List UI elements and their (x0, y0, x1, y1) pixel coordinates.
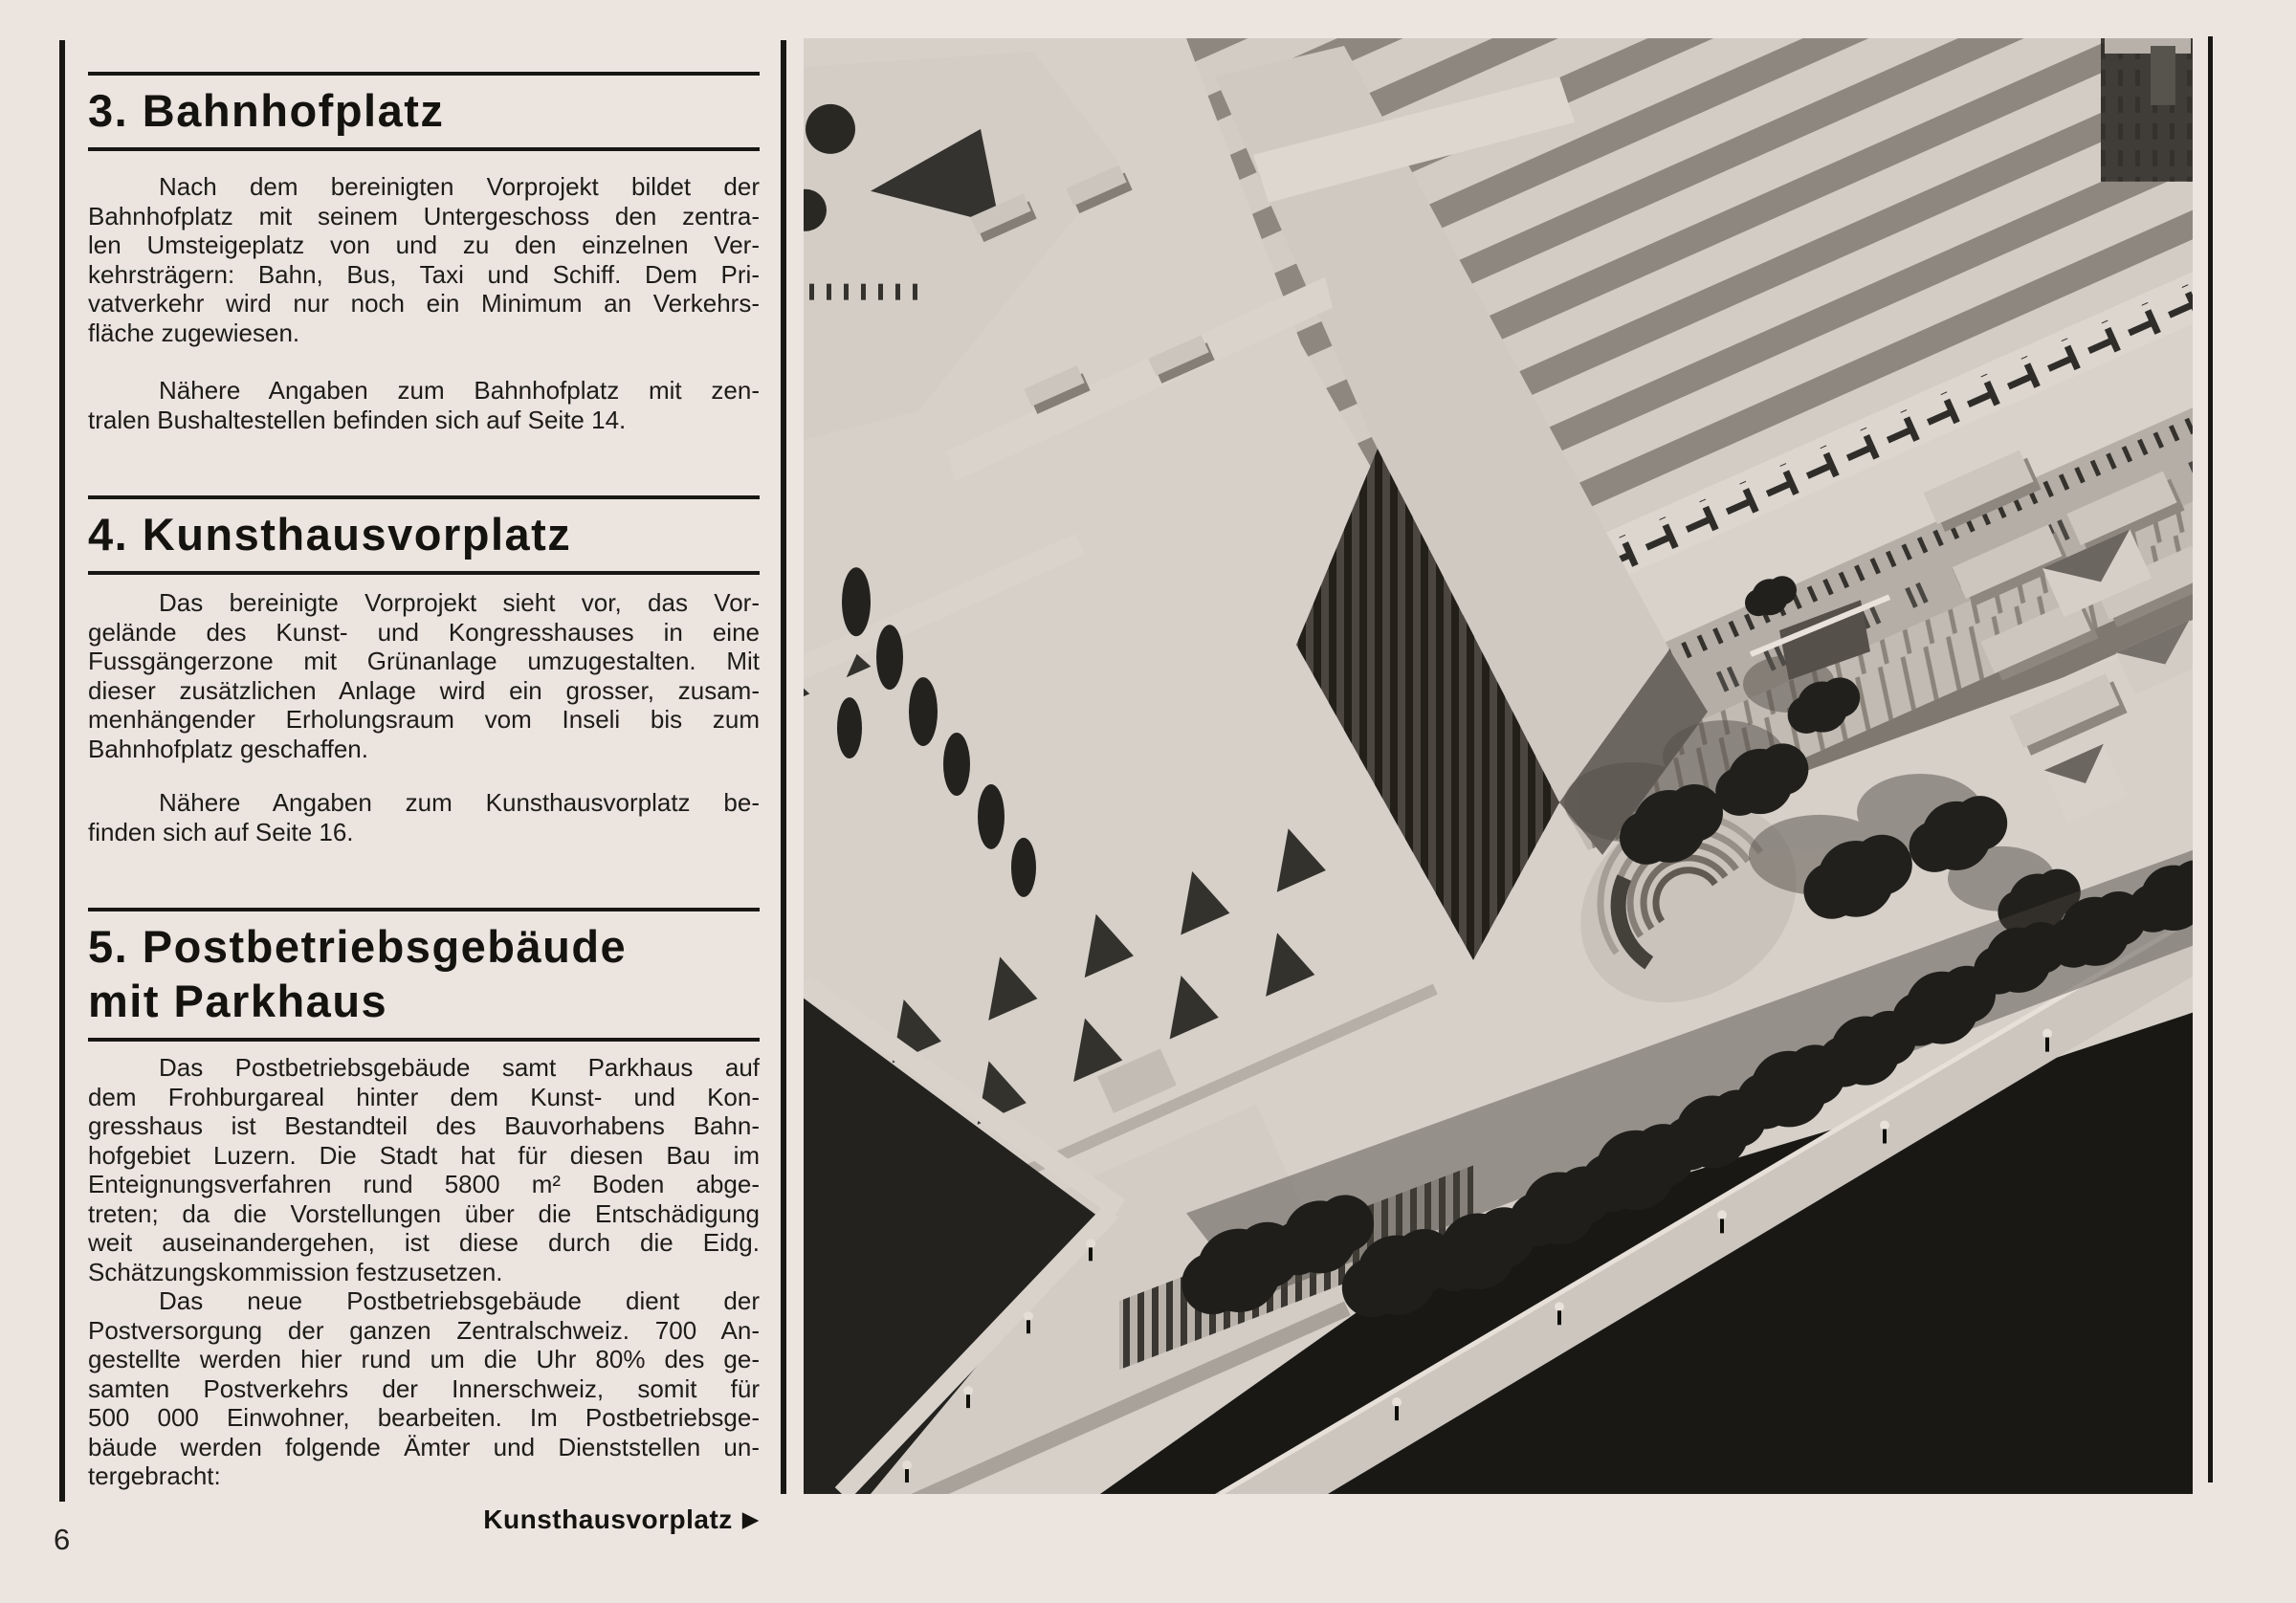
section-5-paragraph-1: Das Postbetriebsgebäude samt Parkhaus auf dem Frohburgareal hinter dem Kunst- und Kon- gresshaus ist Bestandteil des Bauvorhabens Bahn- hofgebiet Luzern. Die Stadt hat für diesen Bau im Enteignungsverfahren rund 5800 m² Boden abge- treten; da die Vorstellungen über die Entschädigung weit auseinandergehen, ist diese durch die Eidg. Schätzungskommission festzusetzen. (88, 1053, 760, 1286)
section-3-heading-block (88, 72, 760, 151)
city-skyline (2101, 38, 2193, 182)
model-photo-illustration (804, 38, 2193, 1494)
aerial-model-photo (804, 38, 2193, 1494)
section-3-paragraph-2: Nähere Angaben zum Bahnhofplatz mit zen- tralen Bushaltestellen befinden sich auf Seite 14. (88, 376, 760, 434)
photo-caption (88, 1504, 760, 1535)
section-5-heading: 5. Postbetriebsgebäude mit Parkhaus (88, 921, 628, 1026)
section-4-heading: 4. Kunsthausvorplatz (88, 509, 572, 560)
section-4-heading-block (88, 495, 760, 575)
caption-arrow-icon: ▶ (741, 1505, 760, 1531)
text-column (88, 57, 760, 1535)
photo-caption-label: Kunsthausvorplatz (483, 1504, 733, 1534)
section-5-heading-block (88, 908, 760, 1042)
column-photo-divider (781, 40, 786, 1494)
section-4-paragraph-2: Nähere Angaben zum Kunsthausvorplatz be- finden sich auf Seite 16. (88, 788, 760, 846)
section-3-heading: 3. Bahnhofplatz (88, 85, 445, 136)
page-number: 6 (54, 1523, 71, 1556)
left-border-rule (59, 40, 65, 1502)
section-4-paragraph-1: Das bereinigte Vorprojekt sieht vor, das Vor- gelände des Kunst- und Kongresshauses in eine Fussgängerzone mit Grünanlage umzugestalten. Mit dieser zusätzlichen Anlage wird ein grosser, zusam- menhängender Erholungsraum vom Inseli bis zum Bahnhofplatz geschaffen. (88, 588, 760, 763)
right-border-rule (2208, 36, 2213, 1482)
section-3-paragraph-1: Nach dem bereinigten Vorprojekt bildet der Bahnhofplatz mit seinem Untergeschoss den zentra- len Umsteigeplatz von und zu den einzelnen Ver- kehrsträgern: Bahn, Bus, Taxi und Schiff. Dem Pri- vatverkehr wird nur noch ein Minimum an Verkehrs- fläche zugewiesen. (88, 172, 760, 347)
section-5-paragraph-2: Das neue Postbetriebsgebäude dient der Postversorgung der ganzen Zentralschweiz. 700 An- gestellte werden hier rund um die Uhr 80% des ge- samten Postverkehrs der Innerschweiz, somit für 500 000 Einwohner, bearbeiten. Im Postbetriebsge- bäude werden folgende Ämter und Dienststellen un- tergebracht: (88, 1286, 760, 1490)
